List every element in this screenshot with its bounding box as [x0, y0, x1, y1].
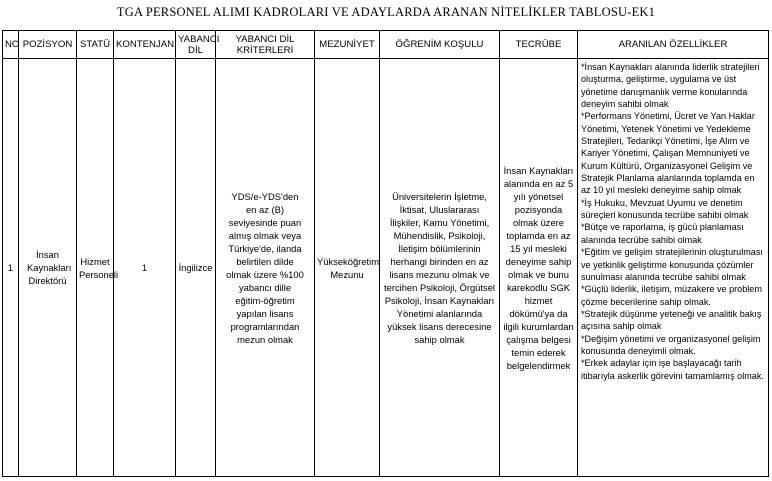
header-statu: STATÜ [77, 31, 114, 59]
header-kontenjan: KONTENJAN [114, 31, 176, 59]
cell-ogrenim-kosulu: Üniversitelerin İşletme, İktisat, Uluslararası İlişkiler, Kamu Yönetimi, Mühendislik, Psikoloji, İletişim bölümlerinin herhangi birinden en az lisans mezunu olmak ve tercihen Psikoloji, Örgütsel Psikoloji, İnsan Kaynakları Yönetimi alanlarında yüksek lisans derecesine sahip olmak [380, 59, 500, 477]
cell-yabanci-dil: İngilizce [176, 59, 216, 477]
header-no: NO [3, 31, 19, 59]
header-tecrube: TECRÜBE [500, 31, 578, 59]
table-row [3, 59, 769, 477]
requirement-item: *Güçlü liderlik, iletişim, müzakere ve problem çözme becerilerine sahip olmak. [581, 284, 762, 307]
header-mezuniyet: MEZUNİYET [315, 31, 380, 59]
document-title: TGA PERSONEL ALIMI KADROLARI VE ADAYLARDA ARANAN NİTELİKLER TABLOSU-EK1 [116, 5, 656, 19]
header-row [3, 31, 769, 59]
requirement-item: *Bütçe ve raporlama, iş gücü planlaması alanında tecrübe sahibi olmak [581, 222, 744, 245]
cell-pozisyon: İnsan Kaynakları Direktörü [19, 59, 77, 477]
cell-statu: Hizmet Personeli [77, 59, 114, 477]
requirement-item: *Stratejik düşünme yeteneği ve analitik bakış açısına sahip olmak [581, 308, 762, 332]
header-aranilan-ozellikler: ARANILAN ÖZELLİKLER [578, 31, 769, 59]
requirement-item: *İş Hukuku, Mevzuat Uyumu ve denetim süreçleri konusunda tecrübe sahibi olmak [581, 197, 749, 221]
requirement-item: *Erkek adaylar için işe başlayacağı tarih itibarıyla askerlik görevini tamamlamış olmak. [581, 358, 764, 381]
cell-aranilan-ozellikler [578, 59, 769, 477]
requirement-item: *Değişim yönetimi ve organizasyonel gelişim konusunda deneyimli olmak. [581, 333, 761, 356]
requirement-item: *İnsan Kaynakları alanında liderlik stratejileri oluşturma, geliştirme, uygulama ve üst yönetime danışmanlık verme konularında deneyim sahibi olmak [581, 62, 760, 110]
cell-tecrube: İnsan Kaynakları alanında en az 5 yılı yönetsel pozisyonda olmak üzere toplamda en az 15 yıl mesleki deneyime sahip olmak ve bunu karekodlu SGK hizmet dökümü'ya da ilgili kurumlardan çalışma belgesi temin ederek belgelendirmek [500, 59, 578, 477]
header-yabanci-dil: YABANCI DİL [176, 31, 216, 59]
positions-table [2, 30, 769, 477]
header-pozisyon: POZİSYON [19, 31, 77, 59]
requirement-item: *Performans Yönetimi, Ücret ve Yan Haklar Yönetimi, Yetenek Yönetimi ve Yedekleme Stratejileri, Tedarikçi Yönetimi, İşe Alım ve Kariyer Yönetimi, Çalışan Memnuniyeti ve Kurum Kültürü, Organizasyonel Gelişim ve Stratejik Planlama alanlarında toplamda en az 10 yıl mesleki deneyime sahip olmak [581, 111, 755, 196]
cell-mezuniyet: Yükseköğretim Mezunu [315, 59, 380, 477]
cell-kontenjan: 1 [114, 59, 176, 477]
header-yabanci-dil-kriterleri: YABANCI DİL KRİTERLERİ [216, 31, 315, 59]
requirement-item: *Eğitim ve gelişim stratejilerinin oluşturulması ve yetkinlik geliştirme konusunda çözümler sunulması alanında tecrübe sahibi olmak [581, 247, 763, 282]
cell-no: 1 [3, 59, 19, 477]
cell-yabanci-dil-kriterleri: YDS/e-YDS'den en az (B) seviyesinde puan almış olmak veya Türkiye'de, ilanda belirtilen dilde olmak üzere %100 yabancı dille eğitim-öğretim yapılan lisans programlarından mezun olmak [216, 59, 315, 477]
header-ogrenim-kosulu: ÖĞRENİM KOŞULU [380, 31, 500, 59]
